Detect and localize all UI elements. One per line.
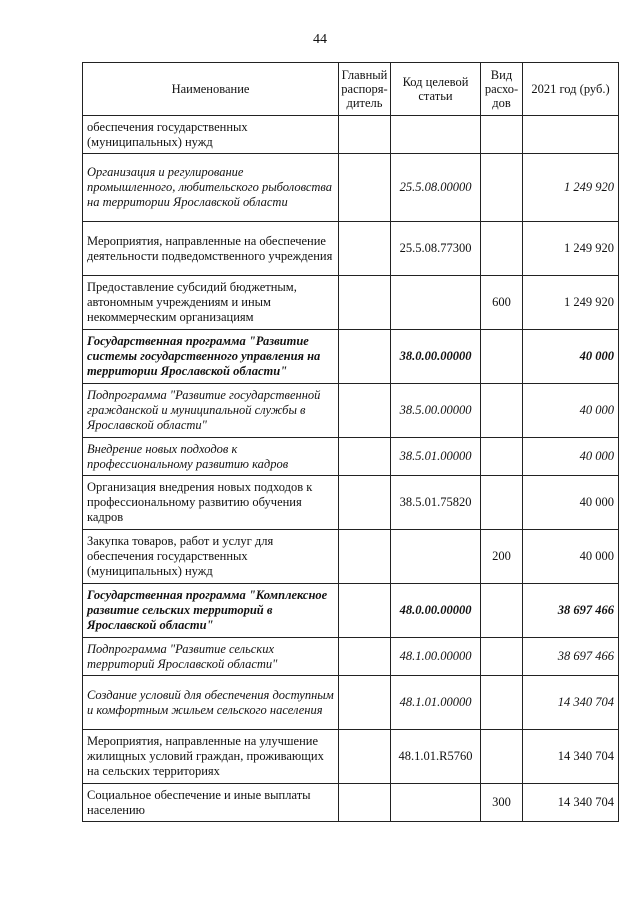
row-name: Организация и регулирование промышленного, любительского рыболовства на территории Ярославской области — [83, 154, 339, 222]
row-sum — [523, 116, 619, 154]
table-row — [83, 584, 619, 638]
table-row — [83, 222, 619, 276]
row-name: Государственная программа "Комплексное развитие сельских территорий в Ярославской области" — [83, 584, 339, 638]
row-sum: 14 340 704 — [523, 676, 619, 730]
page-number: 44 — [313, 32, 327, 47]
row-code: 48.1.00.00000 — [391, 638, 481, 676]
row-sum: 1 249 920 — [523, 276, 619, 330]
row-code — [391, 530, 481, 584]
row-admin — [339, 584, 391, 638]
row-type — [481, 438, 523, 476]
table-header-row — [83, 63, 619, 116]
row-type — [481, 584, 523, 638]
row-code: 48.0.00.00000 — [391, 584, 481, 638]
row-name: Государственная программа "Развитие системы государственного управления на территории Ярославской области" — [83, 330, 339, 384]
table-row — [83, 116, 619, 154]
row-type: 300 — [481, 784, 523, 822]
row-admin — [339, 730, 391, 784]
row-sum: 40 000 — [523, 384, 619, 438]
row-sum: 40 000 — [523, 330, 619, 384]
row-type — [481, 638, 523, 676]
row-code: 38.5.00.00000 — [391, 384, 481, 438]
row-admin — [339, 330, 391, 384]
header-sum: 2021 год (руб.) — [523, 63, 619, 116]
table-row — [83, 330, 619, 384]
table-row — [83, 276, 619, 330]
row-name: Подпрограмма "Развитие сельских территорий Ярославской области" — [83, 638, 339, 676]
budget-table — [82, 62, 619, 822]
row-code: 38.5.01.00000 — [391, 438, 481, 476]
row-admin — [339, 476, 391, 530]
row-sum: 40 000 — [523, 530, 619, 584]
row-name: Организация внедрения новых подходов к профессиональному развитию обучения кадров — [83, 476, 339, 530]
table-row — [83, 638, 619, 676]
row-name: Мероприятия, направленные на улучшение жилищных условий граждан, проживающих на сельских территориях — [83, 730, 339, 784]
row-type — [481, 222, 523, 276]
header-code: Код целевой статьи — [391, 63, 481, 116]
row-name: обеспечения государственных (муниципальных) нужд — [83, 116, 339, 154]
table-row — [83, 154, 619, 222]
row-admin — [339, 276, 391, 330]
row-admin — [339, 438, 391, 476]
row-code — [391, 784, 481, 822]
row-type — [481, 330, 523, 384]
row-name: Подпрограмма "Развитие государственной гражданской и муниципальной службы в Ярославской области" — [83, 384, 339, 438]
table-row — [83, 530, 619, 584]
table-row — [83, 438, 619, 476]
row-admin — [339, 676, 391, 730]
row-code: 48.1.01.00000 — [391, 676, 481, 730]
row-sum: 40 000 — [523, 438, 619, 476]
row-type — [481, 154, 523, 222]
table-row — [83, 730, 619, 784]
row-name: Создание условий для обеспечения доступным и комфортным жильем сельского населения — [83, 676, 339, 730]
row-admin — [339, 530, 391, 584]
row-type — [481, 116, 523, 154]
row-sum: 40 000 — [523, 476, 619, 530]
row-sum: 14 340 704 — [523, 784, 619, 822]
row-type — [481, 384, 523, 438]
row-type — [481, 476, 523, 530]
row-code: 48.1.01.R5760 — [391, 730, 481, 784]
row-admin — [339, 638, 391, 676]
row-sum: 38 697 466 — [523, 584, 619, 638]
row-admin — [339, 222, 391, 276]
table-row — [83, 784, 619, 822]
table-row — [83, 476, 619, 530]
row-name: Предоставление субсидий бюджетным, автономным учреждениям и иным некоммерческим организациям — [83, 276, 339, 330]
header-name: Наименование — [83, 63, 339, 116]
row-name: Закупка товаров, работ и услуг для обеспечения государственных (муниципальных) нужд — [83, 530, 339, 584]
row-type — [481, 730, 523, 784]
header-type: Вид расхо-дов — [481, 63, 523, 116]
table-row — [83, 384, 619, 438]
row-name: Социальное обеспечение и иные выплаты населению — [83, 784, 339, 822]
row-admin — [339, 784, 391, 822]
row-admin — [339, 384, 391, 438]
row-sum: 14 340 704 — [523, 730, 619, 784]
row-code: 25.5.08.00000 — [391, 154, 481, 222]
row-type: 600 — [481, 276, 523, 330]
row-type: 200 — [481, 530, 523, 584]
table-row — [83, 676, 619, 730]
row-code: 25.5.08.77300 — [391, 222, 481, 276]
row-name: Мероприятия, направленные на обеспечение деятельности подведомственного учреждения — [83, 222, 339, 276]
row-code — [391, 276, 481, 330]
row-sum: 38 697 466 — [523, 638, 619, 676]
row-sum: 1 249 920 — [523, 154, 619, 222]
row-name: Внедрение новых подходов к профессиональному развитию кадров — [83, 438, 339, 476]
row-code — [391, 116, 481, 154]
row-sum: 1 249 920 — [523, 222, 619, 276]
row-code: 38.0.00.00000 — [391, 330, 481, 384]
header-admin: Главный распоря-дитель — [339, 63, 391, 116]
row-type — [481, 676, 523, 730]
row-admin — [339, 116, 391, 154]
row-code: 38.5.01.75820 — [391, 476, 481, 530]
row-admin — [339, 154, 391, 222]
